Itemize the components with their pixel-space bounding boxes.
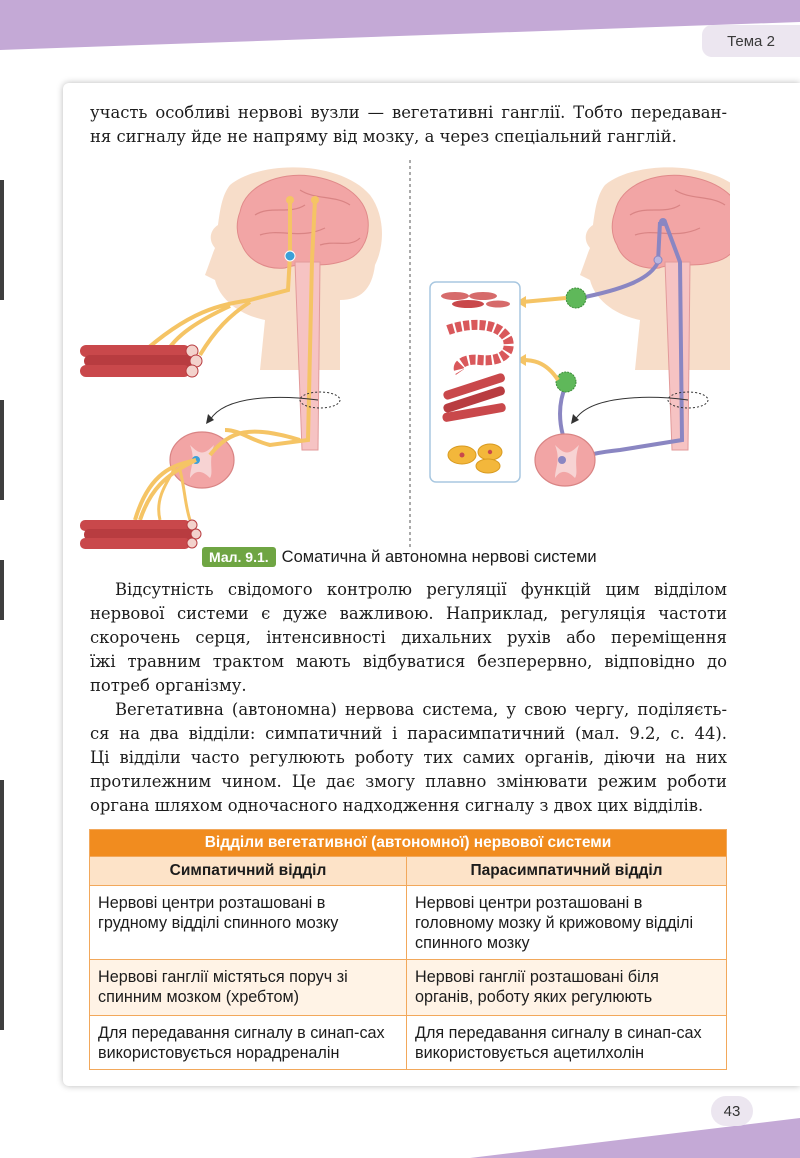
- paragraph1-line-1: Відсутність свідомого контролю регуляції функцій цим відділом: [115, 580, 727, 599]
- page-number: 43: [711, 1096, 753, 1126]
- figure-badge: Мал. 9.1.: [202, 547, 276, 567]
- paragraph1-line-5: потреб організму.: [90, 676, 247, 695]
- intro-line-1: участь особливі нервові вузли — вегетативні ганглії. Тобто передаван-: [90, 103, 727, 122]
- topic-tab: Тема 2: [702, 25, 800, 57]
- table-cell: Для передавання сигналу в синап-сах використовується ацетилхолін: [407, 1016, 727, 1070]
- table-row: [90, 1016, 727, 1070]
- paragraph2-line-2: ся на два відділи: симпатичний і парасимпатичний (мал. 9.2, с. 44).: [90, 724, 727, 743]
- figure-caption: [202, 545, 597, 569]
- table-header-sympathetic: Симпатичний відділ: [90, 857, 407, 886]
- paragraph2-line-4: протилежним чином. Це дає змогу плавно змінювати режим роботи: [90, 772, 727, 791]
- ganglion-upper: [566, 288, 586, 308]
- intro-line-2: ня сигналу йде не напряму від мозку, а через спеціальний ганглій.: [90, 127, 677, 146]
- top-decorative-band: [0, 0, 800, 60]
- bottom-decorative-band: [0, 1110, 800, 1158]
- brain-right: [612, 175, 730, 268]
- ganglion-lower: [556, 372, 576, 392]
- brain-left: [237, 175, 368, 268]
- paragraph1-line-4: їжі травним трактом мають відбуватися безперервно, відповідно до: [90, 652, 727, 671]
- paragraph2-line-1: Вегетативна (автономна) нервова система, у свою чергу, поділяєть-: [115, 700, 727, 719]
- muscle-bundle-lower: [80, 520, 201, 549]
- autonomic-divisions-table: [89, 829, 727, 1070]
- table-header-parasympathetic: Парасимпатичний відділ: [407, 857, 727, 886]
- table-cell: Нервові ганглії містяться поруч зі спинним мозком (хребтом): [90, 960, 407, 1016]
- autonomic-side: [430, 167, 730, 486]
- table-row: [90, 960, 727, 1016]
- table-row: [90, 886, 727, 960]
- somatic-side: [80, 167, 382, 549]
- muscle-bundle-upper: [80, 345, 202, 377]
- table-title: Відділи вегетативної (автономної) нервової системи: [90, 830, 727, 857]
- paragraph1-line-2: нервової системи є дуже важливою. Наприклад, регуляція частоти: [90, 604, 727, 623]
- paragraph2-line-3: Ці відділи часто регулюють роботу тих самих органів, діючи на них: [90, 748, 727, 767]
- left-edge-marks: [0, 180, 5, 1080]
- table-cell: Нервові центри розташовані в головному мозку й крижовому відділі спинного мозку: [407, 886, 727, 960]
- nervous-system-figure: [70, 160, 730, 560]
- table-cell: Нервові центри розташовані в грудному відділі спинного мозку: [90, 886, 407, 960]
- table-cell: Нервові ганглії розташовані біля органів, роботу яких регулюють: [407, 960, 727, 1016]
- paragraph1-line-3: скорочень серця, інтенсивності дихальних рухів або переміщення: [90, 628, 727, 647]
- table-cell: Для передавання сигналу в синап-сах використовується норадреналін: [90, 1016, 407, 1070]
- paragraph2-line-5: органа шляхом одночасного надходження сигналу з двох цих відділів.: [90, 796, 704, 815]
- spinal-cord-right: [665, 262, 690, 450]
- neuron-body-left: [285, 251, 295, 261]
- figure-caption-text: Соматична й автономна нервові системи: [281, 547, 597, 566]
